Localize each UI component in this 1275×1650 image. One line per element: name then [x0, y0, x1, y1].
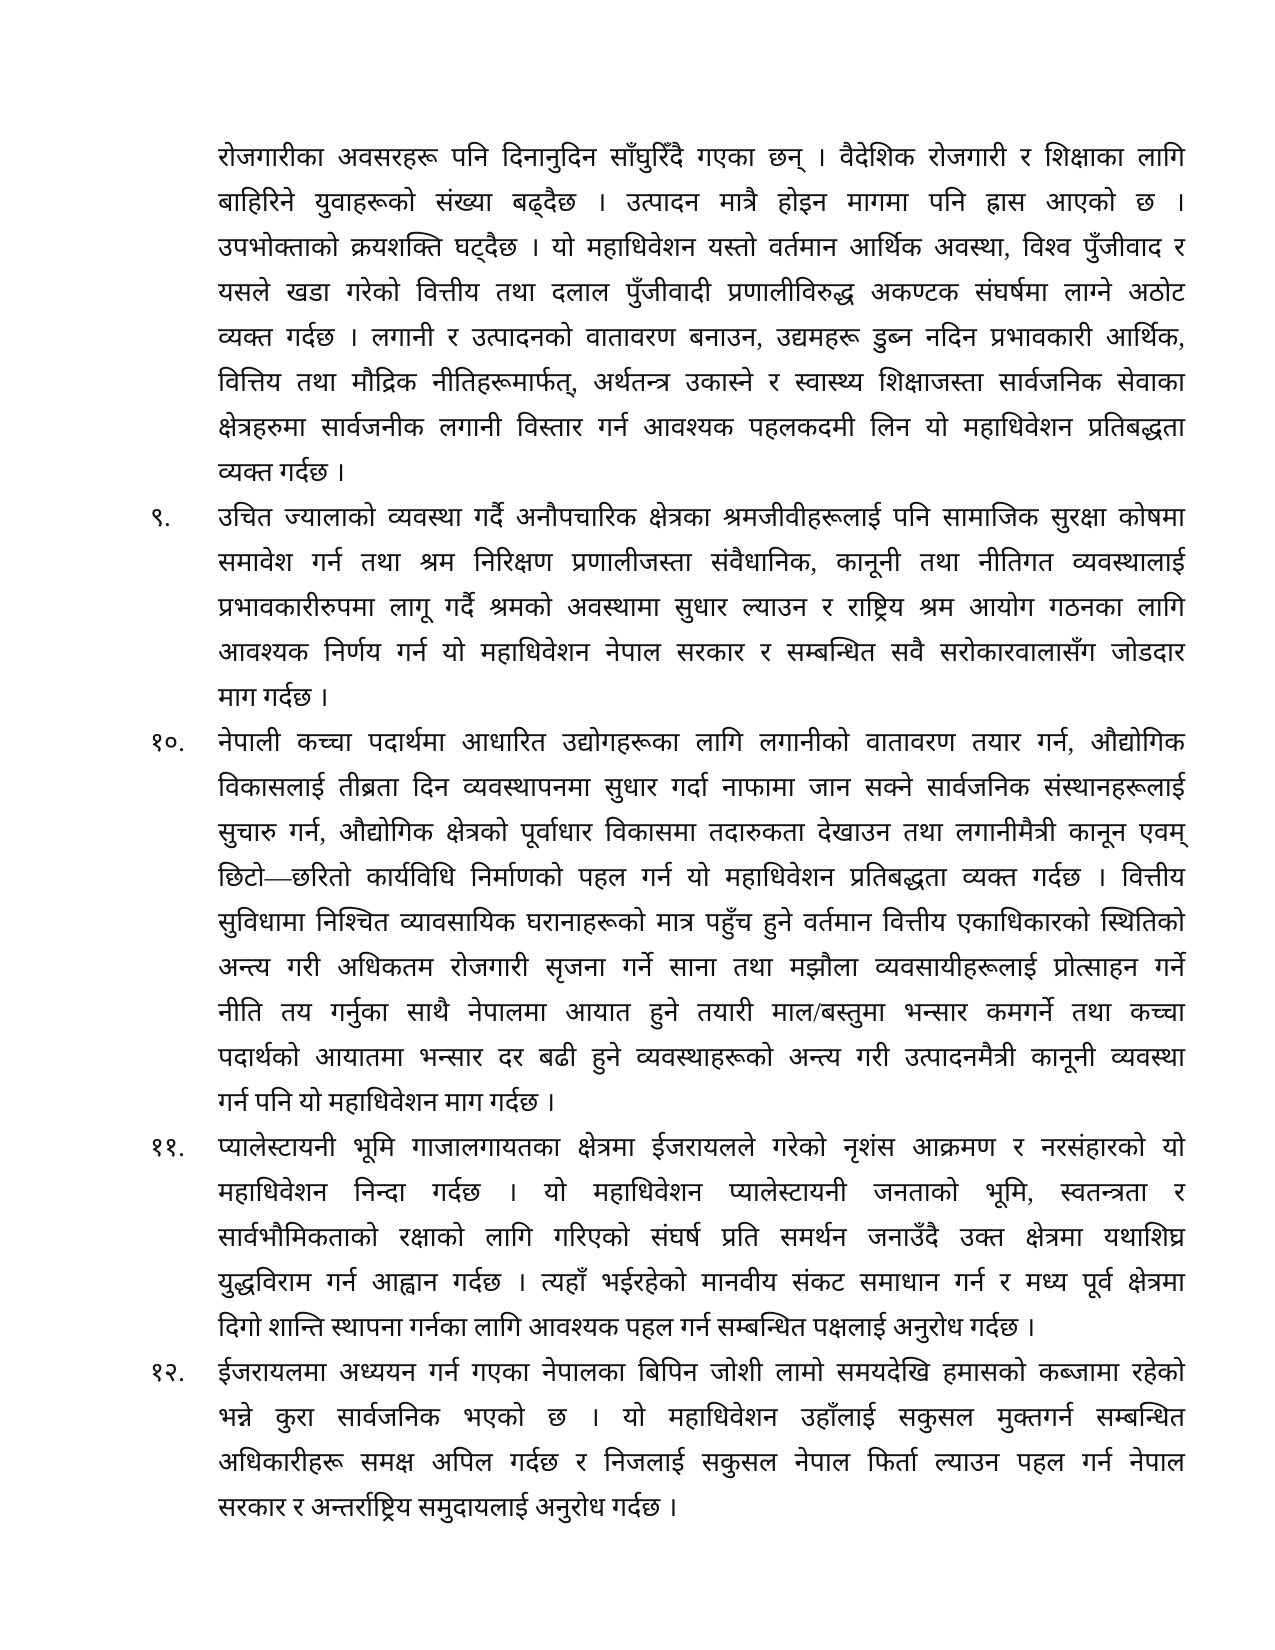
numbered-paragraph — [150, 495, 1185, 720]
numbered-paragraph — [150, 720, 1185, 1125]
paragraph-number: ९. — [150, 502, 171, 532]
text-line: छिटो—छरितो कार्यविधि निर्माणको पहल गर्न यो महाधिवेशन प्रतिबद्धता व्यक्त गर्दछ । वित्तीय — [218, 862, 1185, 892]
text-line: उचित ज्यालाको व्यवस्था गर्दै अनौपचारिक क्षेत्रका श्रमजीवीहरूलाई पनि सामाजिक सुरक्षा कोषमा — [218, 502, 1185, 532]
text-line: व्यक्त गर्दछ । लगानी र उत्पादनको वातावरण बनाउन, उद्यमहरू डुब्न नदिन प्रभावकारी आर्थिक, — [218, 322, 1185, 352]
text-line: वित्तिय तथा मौद्रिक नीतिहरूमार्फत्, अर्थतन्त्र उकास्ने र स्वास्थ्य शिक्षाजस्ता सार्वजनिक सेवाका — [218, 367, 1185, 397]
text-line: क्षेत्रहरुमा सार्वजनीक लगानी विस्तार गर्न आवश्यक पहलकदमी लिन यो महाधिवेशन प्रतिबद्धता — [218, 412, 1185, 442]
text-line: सुचारु गर्न, औद्योगिक क्षेत्रको पूर्वाधार विकासमा तदारुकता देखाउन तथा लगानीमैत्री कानून एवम् — [218, 817, 1185, 847]
text-line: आवश्यक निर्णय गर्न यो महाधिवेशन नेपाल सरकार र सम्बन्धित सवै सरोकारवालासँग जोडदार — [218, 637, 1185, 667]
paragraph-body — [218, 720, 1185, 1125]
paragraph-number: १०. — [150, 727, 185, 757]
paragraph-body — [218, 495, 1185, 720]
paragraph-body — [218, 1125, 1185, 1350]
text-line: व्यक्त गर्दछ । — [218, 457, 345, 487]
text-line: माग गर्दछ । — [218, 682, 329, 712]
text-line: प्रभावकारीरुपमा लागू गर्दै श्रमको अवस्थामा सुधार ल्याउन र राष्ट्रिय श्रम आयोग गठनका लागि — [218, 592, 1185, 622]
text-line: उपभोक्ताको क्रयशक्ति घट्दैछ । यो महाधिवेशन यस्तो वर्तमान आर्थिक अवस्था, विश्व पुँजीवाद र — [218, 232, 1185, 262]
text-line: यसले खडा गरेको वित्तीय तथा दलाल पुँजीवादी प्रणालीविरुद्ध अकण्टक संघर्षमा लाग्ने अठोट — [218, 277, 1185, 307]
text-line: भन्ने कुरा सार्वजनिक भएको छ । यो महाधिवेशन उहाँलाई सकुसल मुक्तगर्न सम्बन्धित — [218, 1402, 1185, 1432]
numbered-paragraph — [150, 1350, 1185, 1530]
paragraph-body — [218, 1350, 1185, 1530]
text-line: सुविधामा निश्चित व्यावसायिक घरानाहरूको मात्र पहुँच हुने वर्तमान वित्तीय एकाधिकारको स्थितिको — [218, 907, 1185, 937]
text-line: विकासलाई तीब्रता दिन व्यवस्थापनमा सुधार गर्दा नाफामा जान सक्ने सार्वजनिक संस्थानहरूलाई — [218, 772, 1185, 802]
text-line: नेपाली कच्चा पदार्थमा आधारित उद्योगहरूका लागि लगानीको वातावरण तयार गर्न, औद्योगिक — [218, 727, 1185, 757]
text-line: नीति तय गर्नुका साथै नेपालमा आयात हुने तयारी माल/बस्तुमा भन्सार कमगर्ने तथा कच्चा — [218, 997, 1185, 1027]
text-line: अन्त्य गरी अधिकतम रोजगारी सृजना गर्ने साना तथा मझौला व्यवसायीहरूलाई प्रोत्साहन गर्ने — [218, 952, 1185, 982]
paragraph-list — [150, 135, 1185, 1530]
numbered-paragraph — [150, 135, 1185, 495]
paragraph-body — [218, 135, 1185, 495]
text-line: ईजरायलमा अध्ययन गर्न गएका नेपालका बिपिन जोशी लामो समयदेखि हमासको कब्जामा रहेको — [218, 1357, 1185, 1387]
text-line: दिगो शान्ति स्थापना गर्नका लागि आवश्यक पहल गर्न सम्बन्धित पक्षलाई अनुरोध गर्दछ । — [218, 1312, 1036, 1342]
paragraph-number: ११. — [150, 1132, 185, 1162]
numbered-paragraph — [150, 1125, 1185, 1350]
text-line: सार्वभौमिकताको रक्षाको लागि गरिएको संघर्ष प्रति समर्थन जनाउँदै उक्त क्षेत्रमा यथाशिघ्र — [218, 1222, 1185, 1252]
text-line: युद्धविराम गर्न आह्वान गर्दछ । त्यहाँ भईरहेको मानवीय संकट समाधान गर्न र मध्य पूर्व क्षेत्रमा — [218, 1267, 1185, 1297]
text-line: सरकार र अन्तर्राष्ट्रिय समुदायलाई अनुरोध गर्दछ । — [218, 1492, 678, 1522]
text-line: समावेश गर्न तथा श्रम निरिक्षण प्रणालीजस्ता संवैधानिक, कानूनी तथा नीतिगत व्यवस्थालाई — [218, 547, 1185, 577]
text-line: रोजगारीका अवसरहरू पनि दिनानुदिन साँघुरिँदै गएका छन् । वैदेशिक रोजगारी र शिक्षाका लागि — [218, 142, 1185, 172]
paragraph-number: १२. — [150, 1357, 185, 1387]
text-line: पदार्थको आयातमा भन्सार दर बढी हुने व्यवस्थाहरूको अन्त्य गरी उत्पादनमैत्री कानूनी व्यवस्था — [218, 1042, 1185, 1072]
text-line: अधिकारीहरू समक्ष अपिल गर्दछ र निजलाई सकुसल नेपाल फिर्ता ल्याउन पहल गर्न नेपाल — [218, 1447, 1185, 1477]
text-line: महाधिवेशन निन्दा गर्दछ । यो महाधिवेशन प्यालेस्टायनी जनताको भूमि, स्वतन्त्रता र — [218, 1177, 1185, 1207]
text-line: गर्न पनि यो महाधिवेशन माग गर्दछ । — [218, 1087, 556, 1117]
text-line: प्यालेस्टायनी भूमि गाजालगायतका क्षेत्रमा ईजरायलले गरेको नृशंस आक्रमण र नरसंहारको यो — [218, 1132, 1185, 1162]
text-line: बाहिरिने युवाहरूको संख्या बढ्दैछ । उत्पादन मात्रै होइन मागमा पनि ह्रास आएको छ । — [218, 187, 1185, 217]
